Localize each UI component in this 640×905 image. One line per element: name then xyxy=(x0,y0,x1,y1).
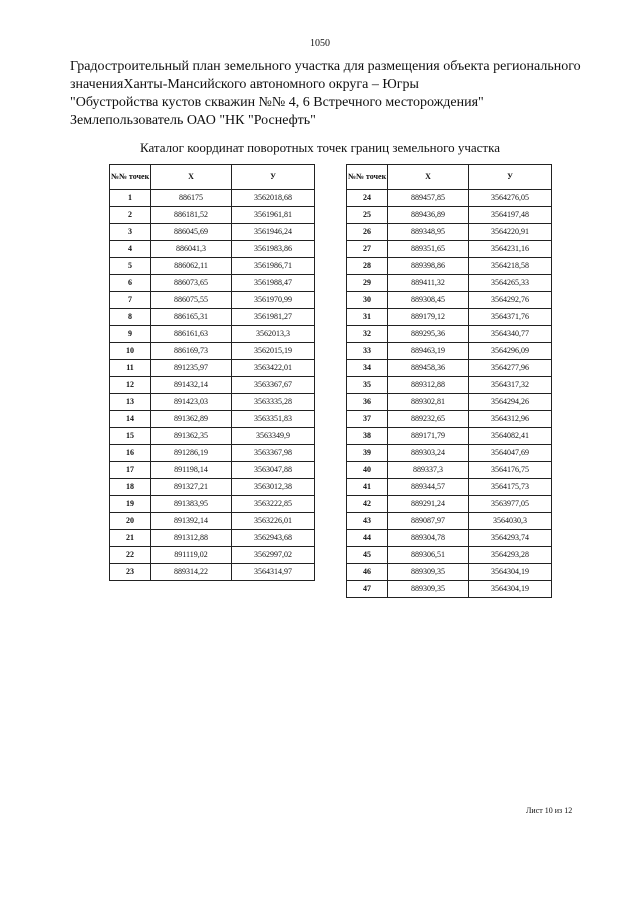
y-coordinate-cell: 3561986,71 xyxy=(232,258,315,275)
point-number-cell: 6 xyxy=(110,275,151,292)
y-coordinate-cell: 3564371,76 xyxy=(469,309,552,326)
point-number-cell: 26 xyxy=(347,224,388,241)
table-row xyxy=(347,343,552,360)
point-number-cell: 24 xyxy=(347,190,388,207)
table-body-right xyxy=(347,190,552,598)
table-row xyxy=(110,241,315,258)
table-row xyxy=(347,224,552,241)
y-coordinate-cell: 3564314,97 xyxy=(232,564,315,581)
y-coordinate-cell: 3561988,47 xyxy=(232,275,315,292)
table-row xyxy=(347,530,552,547)
point-number-cell: 13 xyxy=(110,394,151,411)
point-number-cell: 37 xyxy=(347,411,388,428)
page-number: 1050 xyxy=(310,38,330,49)
point-number-cell: 36 xyxy=(347,394,388,411)
x-coordinate-cell: 886175 xyxy=(151,190,232,207)
x-coordinate-cell: 889308,45 xyxy=(388,292,469,309)
point-number-cell: 10 xyxy=(110,343,151,360)
x-coordinate-cell: 886073,65 xyxy=(151,275,232,292)
point-number-cell: 39 xyxy=(347,445,388,462)
y-coordinate-cell: 3564293,74 xyxy=(469,530,552,547)
y-coordinate-cell: 3562943,68 xyxy=(232,530,315,547)
x-coordinate-cell: 889303,24 xyxy=(388,445,469,462)
x-coordinate-cell: 889304,78 xyxy=(388,530,469,547)
y-coordinate-cell: 3561983,86 xyxy=(232,241,315,258)
y-coordinate-cell: 3561981,27 xyxy=(232,309,315,326)
x-coordinate-cell: 891312,88 xyxy=(151,530,232,547)
point-number-cell: 41 xyxy=(347,479,388,496)
x-coordinate-cell: 891432,14 xyxy=(151,377,232,394)
table-row xyxy=(110,377,315,394)
y-coordinate-cell: 3563351,83 xyxy=(232,411,315,428)
table-row xyxy=(110,411,315,428)
x-coordinate-cell: 886181,52 xyxy=(151,207,232,224)
x-coordinate-cell: 889171,79 xyxy=(388,428,469,445)
y-coordinate-cell: 3564277,96 xyxy=(469,360,552,377)
x-coordinate-cell: 889463,19 xyxy=(388,343,469,360)
x-coordinate-cell: 886075,55 xyxy=(151,292,232,309)
y-coordinate-cell: 3563222,85 xyxy=(232,496,315,513)
x-coordinate-cell: 891392,14 xyxy=(151,513,232,530)
point-number-cell: 40 xyxy=(347,462,388,479)
point-number-cell: 44 xyxy=(347,530,388,547)
x-coordinate-cell: 889232,65 xyxy=(388,411,469,428)
table-row xyxy=(110,326,315,343)
point-number-cell: 21 xyxy=(110,530,151,547)
table-row xyxy=(110,309,315,326)
y-coordinate-cell: 3564304,19 xyxy=(469,564,552,581)
table-row xyxy=(347,292,552,309)
x-coordinate-cell: 889337,3 xyxy=(388,462,469,479)
table-row xyxy=(110,292,315,309)
point-number-cell: 2 xyxy=(110,207,151,224)
y-coordinate-cell: 3564265,33 xyxy=(469,275,552,292)
point-number-cell: 18 xyxy=(110,479,151,496)
table-row xyxy=(347,241,552,258)
heading-line-3: "Обустройства кустов скважин №№ 4, 6 Встречного месторождения" xyxy=(70,95,484,110)
table-row xyxy=(347,394,552,411)
y-coordinate-cell: 3561970,99 xyxy=(232,292,315,309)
x-coordinate-cell: 891423,03 xyxy=(151,394,232,411)
table-row xyxy=(110,394,315,411)
table-row xyxy=(347,581,552,598)
y-coordinate-cell: 3564312,96 xyxy=(469,411,552,428)
table-row xyxy=(110,207,315,224)
x-coordinate-cell: 889087,97 xyxy=(388,513,469,530)
y-coordinate-cell: 3562018,68 xyxy=(232,190,315,207)
table-row xyxy=(110,547,315,564)
table-row xyxy=(347,258,552,275)
table-row xyxy=(347,190,552,207)
x-coordinate-cell: 889457,85 xyxy=(388,190,469,207)
table-row xyxy=(110,360,315,377)
point-number-cell: 28 xyxy=(347,258,388,275)
table-body-left xyxy=(110,190,315,581)
x-coordinate-cell: 889411,32 xyxy=(388,275,469,292)
table-row xyxy=(347,428,552,445)
point-number-cell: 1 xyxy=(110,190,151,207)
point-number-cell: 14 xyxy=(110,411,151,428)
point-number-cell: 4 xyxy=(110,241,151,258)
x-coordinate-cell: 889309,35 xyxy=(388,564,469,581)
table-row xyxy=(110,564,315,581)
point-number-cell: 27 xyxy=(347,241,388,258)
table-row xyxy=(347,309,552,326)
point-number-cell: 23 xyxy=(110,564,151,581)
table-row xyxy=(110,462,315,479)
x-coordinate-cell: 889302,81 xyxy=(388,394,469,411)
table-row xyxy=(110,343,315,360)
y-coordinate-cell: 3562015,19 xyxy=(232,343,315,360)
point-number-cell: 42 xyxy=(347,496,388,513)
x-coordinate-cell: 891383,95 xyxy=(151,496,232,513)
x-coordinate-cell: 886165,31 xyxy=(151,309,232,326)
table-row xyxy=(110,258,315,275)
point-number-cell: 46 xyxy=(347,564,388,581)
y-coordinate-cell: 3561961,81 xyxy=(232,207,315,224)
table-row xyxy=(110,445,315,462)
y-coordinate-cell: 3564197,48 xyxy=(469,207,552,224)
table-row xyxy=(110,275,315,292)
table-row xyxy=(347,445,552,462)
table-row xyxy=(347,462,552,479)
point-number-cell: 43 xyxy=(347,513,388,530)
x-coordinate-cell: 889436,89 xyxy=(388,207,469,224)
table-row xyxy=(110,496,315,513)
point-number-cell: 11 xyxy=(110,360,151,377)
y-coordinate-cell: 3562997,02 xyxy=(232,547,315,564)
point-number-cell: 5 xyxy=(110,258,151,275)
x-coordinate-cell: 889348,95 xyxy=(388,224,469,241)
x-coordinate-cell: 889458,36 xyxy=(388,360,469,377)
heading-line-2: значенияХанты-Мансийского автономного округа – Югры xyxy=(70,77,419,92)
y-coordinate-cell: 3564276,05 xyxy=(469,190,552,207)
point-number-cell: 31 xyxy=(347,309,388,326)
x-coordinate-cell: 889306,51 xyxy=(388,547,469,564)
y-coordinate-cell: 3564294,26 xyxy=(469,394,552,411)
sheet-counter: Лист 10 из 12 xyxy=(526,806,573,815)
y-coordinate-cell: 3564030,3 xyxy=(469,513,552,530)
y-coordinate-cell: 3564317,32 xyxy=(469,377,552,394)
point-number-cell: 9 xyxy=(110,326,151,343)
table-row xyxy=(347,377,552,394)
point-number-cell: 33 xyxy=(347,343,388,360)
y-coordinate-cell: 3563367,67 xyxy=(232,377,315,394)
coordinates-table-left xyxy=(109,164,315,581)
y-coordinate-cell: 3564176,75 xyxy=(469,462,552,479)
x-coordinate-cell: 889351,65 xyxy=(388,241,469,258)
catalog-title: Каталог координат поворотных точек границ земельного участка xyxy=(139,140,500,155)
table-row xyxy=(347,411,552,428)
y-coordinate-cell: 3563335,28 xyxy=(232,394,315,411)
x-coordinate-cell: 889398,86 xyxy=(388,258,469,275)
y-coordinate-cell: 3564218,58 xyxy=(469,258,552,275)
point-number-cell: 7 xyxy=(110,292,151,309)
point-number-cell: 17 xyxy=(110,462,151,479)
table-row xyxy=(347,547,552,564)
x-coordinate-cell: 889312,88 xyxy=(388,377,469,394)
table-row xyxy=(110,479,315,496)
table-row xyxy=(347,207,552,224)
point-number-cell: 45 xyxy=(347,547,388,564)
table-row xyxy=(347,564,552,581)
table-row xyxy=(347,326,552,343)
header-x: Х xyxy=(151,165,232,190)
point-number-cell: 3 xyxy=(110,224,151,241)
header-point-number: №№ точек xyxy=(347,165,388,190)
y-coordinate-cell: 3564047,69 xyxy=(469,445,552,462)
heading-line-1: Градостроительный план земельного участка для размещения объекта регионального xyxy=(70,59,581,74)
point-number-cell: 19 xyxy=(110,496,151,513)
x-coordinate-cell: 889309,35 xyxy=(388,581,469,598)
table-row xyxy=(110,530,315,547)
y-coordinate-cell: 3564292,76 xyxy=(469,292,552,309)
point-number-cell: 38 xyxy=(347,428,388,445)
y-coordinate-cell: 3563349,9 xyxy=(232,428,315,445)
table-row xyxy=(347,275,552,292)
x-coordinate-cell: 891362,35 xyxy=(151,428,232,445)
x-coordinate-cell: 889179,12 xyxy=(388,309,469,326)
y-coordinate-cell: 3563422,01 xyxy=(232,360,315,377)
table-header-row xyxy=(110,165,315,190)
y-coordinate-cell: 3563012,38 xyxy=(232,479,315,496)
x-coordinate-cell: 891286,19 xyxy=(151,445,232,462)
table-header-row xyxy=(347,165,552,190)
point-number-cell: 47 xyxy=(347,581,388,598)
point-number-cell: 35 xyxy=(347,377,388,394)
point-number-cell: 12 xyxy=(110,377,151,394)
point-number-cell: 29 xyxy=(347,275,388,292)
y-coordinate-cell: 3564231,16 xyxy=(469,241,552,258)
document-heading xyxy=(70,58,610,130)
y-coordinate-cell: 3563047,88 xyxy=(232,462,315,479)
point-number-cell: 15 xyxy=(110,428,151,445)
y-coordinate-cell: 3564340,77 xyxy=(469,326,552,343)
x-coordinate-cell: 886041,3 xyxy=(151,241,232,258)
x-coordinate-cell: 889291,24 xyxy=(388,496,469,513)
table-row xyxy=(110,190,315,207)
table-row xyxy=(347,513,552,530)
x-coordinate-cell: 891235,97 xyxy=(151,360,232,377)
table-row xyxy=(347,479,552,496)
heading-line-4: Землепользователь ОАО "НК "Роснефть" xyxy=(70,113,316,128)
y-coordinate-cell: 3564293,28 xyxy=(469,547,552,564)
table-row xyxy=(110,428,315,445)
x-coordinate-cell: 891198,14 xyxy=(151,462,232,479)
table-row xyxy=(347,360,552,377)
point-number-cell: 22 xyxy=(110,547,151,564)
x-coordinate-cell: 889314,22 xyxy=(151,564,232,581)
point-number-cell: 32 xyxy=(347,326,388,343)
y-coordinate-cell: 3564220,91 xyxy=(469,224,552,241)
y-coordinate-cell: 3564304,19 xyxy=(469,581,552,598)
x-coordinate-cell: 891362,89 xyxy=(151,411,232,428)
x-coordinate-cell: 886062,11 xyxy=(151,258,232,275)
y-coordinate-cell: 3563226,01 xyxy=(232,513,315,530)
y-coordinate-cell: 3564175,73 xyxy=(469,479,552,496)
x-coordinate-cell: 889295,36 xyxy=(388,326,469,343)
table-row xyxy=(110,224,315,241)
y-coordinate-cell: 3563367,98 xyxy=(232,445,315,462)
x-coordinate-cell: 891119,02 xyxy=(151,547,232,564)
table-row xyxy=(110,513,315,530)
point-number-cell: 16 xyxy=(110,445,151,462)
point-number-cell: 30 xyxy=(347,292,388,309)
y-coordinate-cell: 3562013,3 xyxy=(232,326,315,343)
header-x: Х xyxy=(388,165,469,190)
x-coordinate-cell: 886161,63 xyxy=(151,326,232,343)
header-y: У xyxy=(232,165,315,190)
x-coordinate-cell: 886045,69 xyxy=(151,224,232,241)
coordinates-table-right xyxy=(346,164,552,598)
y-coordinate-cell: 3564082,41 xyxy=(469,428,552,445)
point-number-cell: 34 xyxy=(347,360,388,377)
table-row xyxy=(347,496,552,513)
x-coordinate-cell: 891327,21 xyxy=(151,479,232,496)
point-number-cell: 25 xyxy=(347,207,388,224)
y-coordinate-cell: 3564296,09 xyxy=(469,343,552,360)
y-coordinate-cell: 3561946,24 xyxy=(232,224,315,241)
x-coordinate-cell: 889344,57 xyxy=(388,479,469,496)
header-point-number: №№ точек xyxy=(110,165,151,190)
header-y: У xyxy=(469,165,552,190)
x-coordinate-cell: 886169,73 xyxy=(151,343,232,360)
y-coordinate-cell: 3563977,05 xyxy=(469,496,552,513)
point-number-cell: 20 xyxy=(110,513,151,530)
point-number-cell: 8 xyxy=(110,309,151,326)
